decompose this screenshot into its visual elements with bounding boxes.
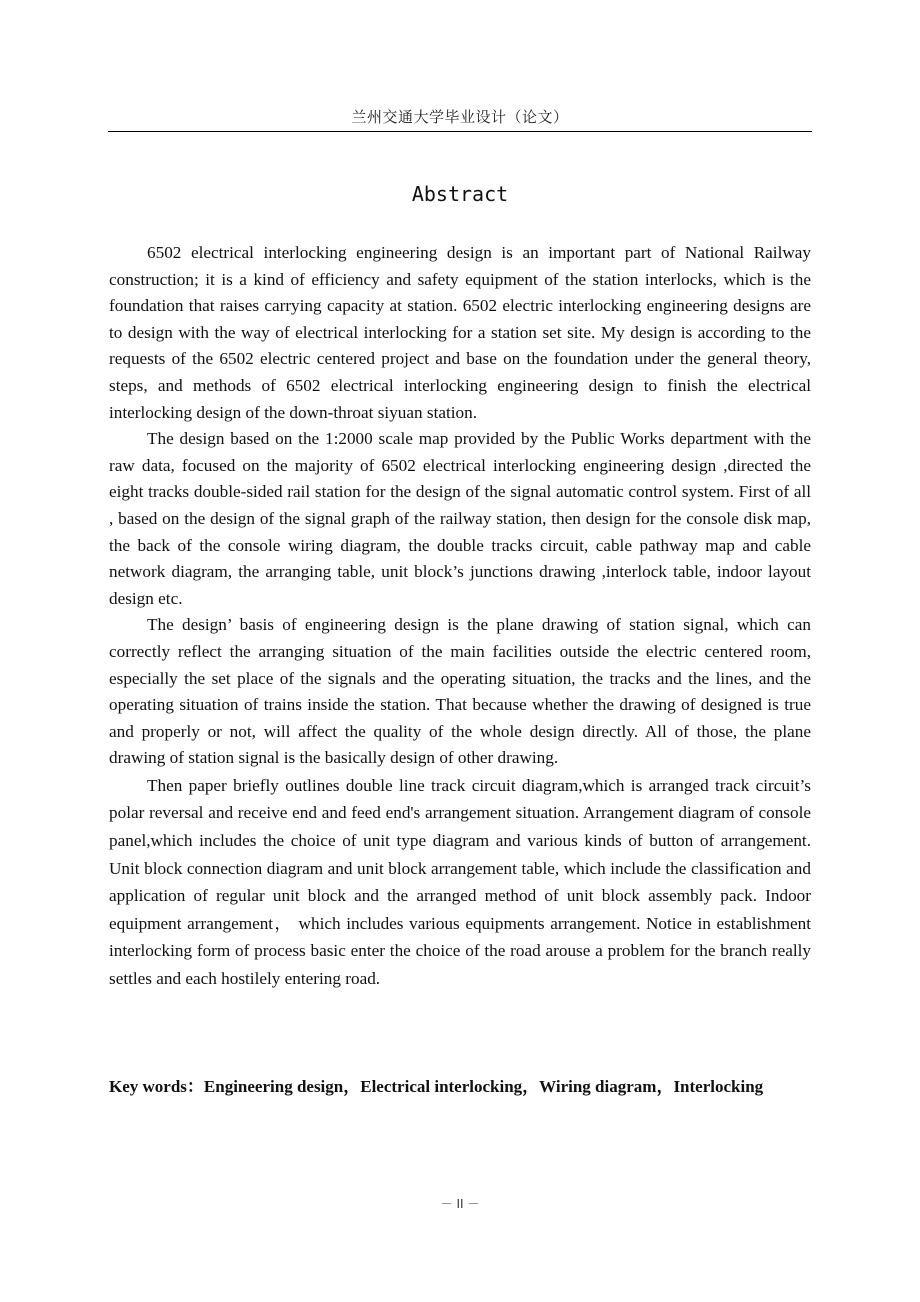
abstract-paragraph-3: The design’ basis of engineering design is the plane drawing of station signal, which can correctly reflect the arranging situation of the main facilities outside the electric centered room, especially the set place of the signals and the operating situation, the tracks and the lines, and the operating situation of trains inside the station. That because whether the drawing of designed is true and properly or not, will affect the quality of the whole design directly. All of those, the plane drawing of station signal is the basically design of other drawing. [109,615,811,768]
abstract-paragraph-1: 6502 electrical interlocking engineering design is an important part of National Railway construction; it is a kind of efficiency and safety equipment of the station interlocks, which is the foundation that raises carrying capacity at station. 6502 electric interlocking engineering designs are to design with the way of electrical interlocking for a station set site. My design is according to the requests of the 6502 electric centered project and base on the foundation under the general theory, steps, and methods of 6502 electrical interlocking engineering design to finish the electrical interlocking design of the down-throat siyuan station. [109,243,811,422]
page-number: － II － [440,1197,480,1211]
abstract-paragraph-2: The design based on the 1:2000 scale map provided by the Public Works department with the raw data, focused on the majority of 6502 electrical interlocking engineering design ,directed the eight tracks double-sided rail station for the design of the signal automatic control system. First of all , based on the design of the signal graph of the railway station, then design for the console disk map, the back of the console wiring diagram, the double tracks circuit, cable pathway map and cable network diagram, the arranging table, unit block’s junctions drawing ,interlock table, indoor layout design etc. [109,429,811,608]
abstract-paragraph-4: Then paper briefly outlines double line track circuit diagram,which is arranged track circuit’s polar reversal and receive end and feed end's arrangement situation. Arrangement diagram of console panel,which includes the choice of unit type diagram and various kinds of button of arrangement. Unit block connection diagram and unit block arrangement table, which include the classification and application of regular unit block and the arranged method of unit block assembly pack. Indoor equipment arrangement， which includes various equipments arrangement. Notice in establishment interlocking form of process basic enter the choice of the road arouse a problem for the branch really settles and each hostilely entering road. [109,775,811,989]
header-divider [108,131,812,132]
keywords-line: Key words：Engineering design，Electrical interlocking，Wiring diagram，Interlocking [109,1077,764,1096]
abstract-title: Abstract [411,182,509,206]
page-header: 兰州交通大学毕业设计（论文） [351,108,569,126]
abstract-body [109,240,811,993]
